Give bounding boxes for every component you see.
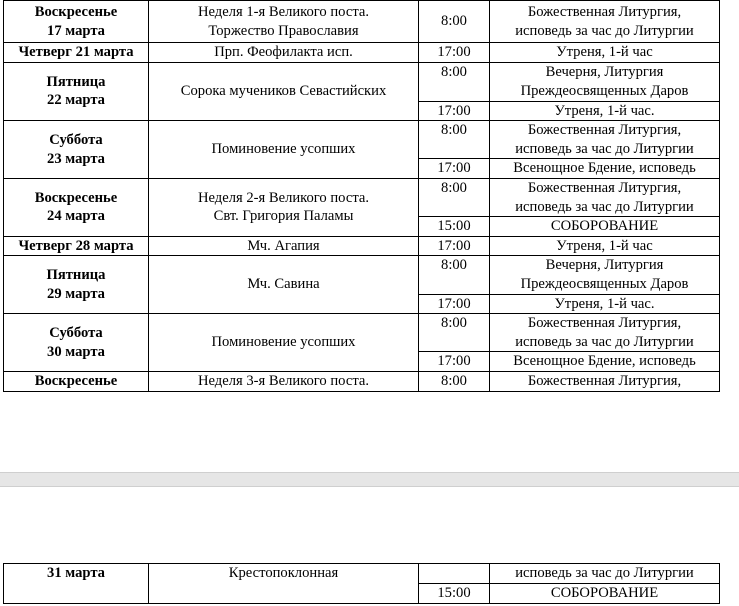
service-line: Божественная Литургия, [527,315,682,332]
day-cell [4,121,149,179]
feast-line: Неделя 1-я Великого поста. [197,3,370,20]
service-cell: Утреня, 1-й час. [490,101,720,121]
time-cell: 8:00 [419,371,490,391]
date: 29 марта [47,285,105,302]
schedule-row [4,564,720,584]
time-cell: 17:00 [419,236,490,256]
feast-cell: Поминовение усопших [149,314,419,372]
date: 17 марта [47,22,105,39]
service-cell: Утреня, 1-й час. [490,294,720,314]
service-cell [490,314,720,352]
feast-cell: Крестопоклонная [149,564,419,604]
service-line: Вечерня, Литургия [545,257,664,274]
feast-cell: Сорока мучеников Севастийских [149,62,419,121]
service-line: Божественная Литургия, [527,122,682,139]
service-line: Вечерня, Литургия [545,64,664,80]
schedule-row [4,256,720,294]
weekday: Суббота [49,131,103,148]
schedule-row [4,121,720,159]
day-cell [4,1,149,43]
time-cell: 8:00 [419,121,490,159]
schedule-row [4,62,720,101]
time-cell: 8:00 [419,62,490,101]
time-cell: 17:00 [419,294,490,314]
schedule-row [4,236,720,256]
day-cell [4,256,149,314]
service-line: исповедь за час до Литургии [515,140,694,157]
weekday: Пятница [46,73,106,90]
service-line: Божественная Литургия, [527,3,682,20]
service-line: исповедь за час до Литургии [515,22,694,39]
weekday: Воскресенье [34,189,118,206]
service-cell [490,62,720,101]
time-cell: 15:00 [419,217,490,237]
date: 30 марта [47,343,105,360]
weekday: Воскресенье [34,3,118,20]
day-cell [4,62,149,121]
feast-cell: Прп. Феофилакта исп. [149,43,419,63]
service-line: исповедь за час до Литургии [515,333,694,350]
time-cell: 8:00 [419,256,490,294]
date: 22 марта [47,92,105,109]
service-cell: исповедь за час до Литургии [490,564,720,584]
feast-cell [149,178,419,236]
service-cell: Утреня, 1-й час [490,43,720,63]
time-cell: 17:00 [419,101,490,121]
day-cell: Четверг 21 марта [4,43,149,63]
feast-cell: Неделя 3-я Великого поста. [149,371,419,391]
day-cell: Четверг 28 марта [4,236,149,256]
service-cell: СОБОРОВАНИЕ [490,584,720,604]
day-cell [4,178,149,236]
schedule-table-continued [3,563,720,604]
feast-cell: Поминовение усопших [149,121,419,179]
feast-line: Свт. Григория Паламы [213,208,354,225]
schedule-row [4,314,720,352]
date: 24 марта [47,208,105,225]
weekday: Пятница [46,267,106,284]
service-cell: Божественная Литургия, [490,371,720,391]
schedule-row [4,1,720,43]
feast-cell: Мч. Агапия [149,236,419,256]
service-cell [490,121,720,159]
service-line: Божественная Литургия, [527,179,682,196]
time-cell: 8:00 [419,178,490,216]
schedule-row [4,178,720,216]
service-cell: Утреня, 1-й час [490,236,720,256]
feast-cell: Мч. Савина [149,256,419,314]
feast-line: Торжество Православия [208,22,359,39]
time-cell: 17:00 [419,352,490,372]
feast-line: Неделя 2-я Великого поста. [197,189,370,206]
page-break [0,472,739,487]
date: 23 марта [47,150,105,167]
feast-cell [149,1,419,43]
day-cell: 31 марта [4,564,149,604]
time-cell: 8:00 [419,314,490,352]
document-page-2 [0,487,739,606]
time-cell: 8:00 [419,1,490,43]
day-cell: Воскресенье [4,371,149,391]
schedule-row [4,43,720,63]
service-cell: Всенощное Бдение, исповедь [490,352,720,372]
service-cell [490,178,720,216]
time-cell: 15:00 [419,584,490,604]
time-cell: 17:00 [419,43,490,63]
service-line: Преждеосвященных Даров [520,275,689,292]
schedule-table [3,0,720,392]
schedule-row [4,371,720,391]
service-cell [490,1,720,43]
weekday: Суббота [49,324,103,341]
service-cell: СОБОРОВАНИЕ [490,217,720,237]
service-cell [490,256,720,294]
time-cell [419,564,490,584]
day-cell [4,314,149,372]
service-line: Преждеосвященных Даров [520,82,689,99]
service-cell: Всенощное Бдение, исповедь [490,159,720,179]
time-cell: 17:00 [419,159,490,179]
service-line: исповедь за час до Литургии [515,198,694,215]
